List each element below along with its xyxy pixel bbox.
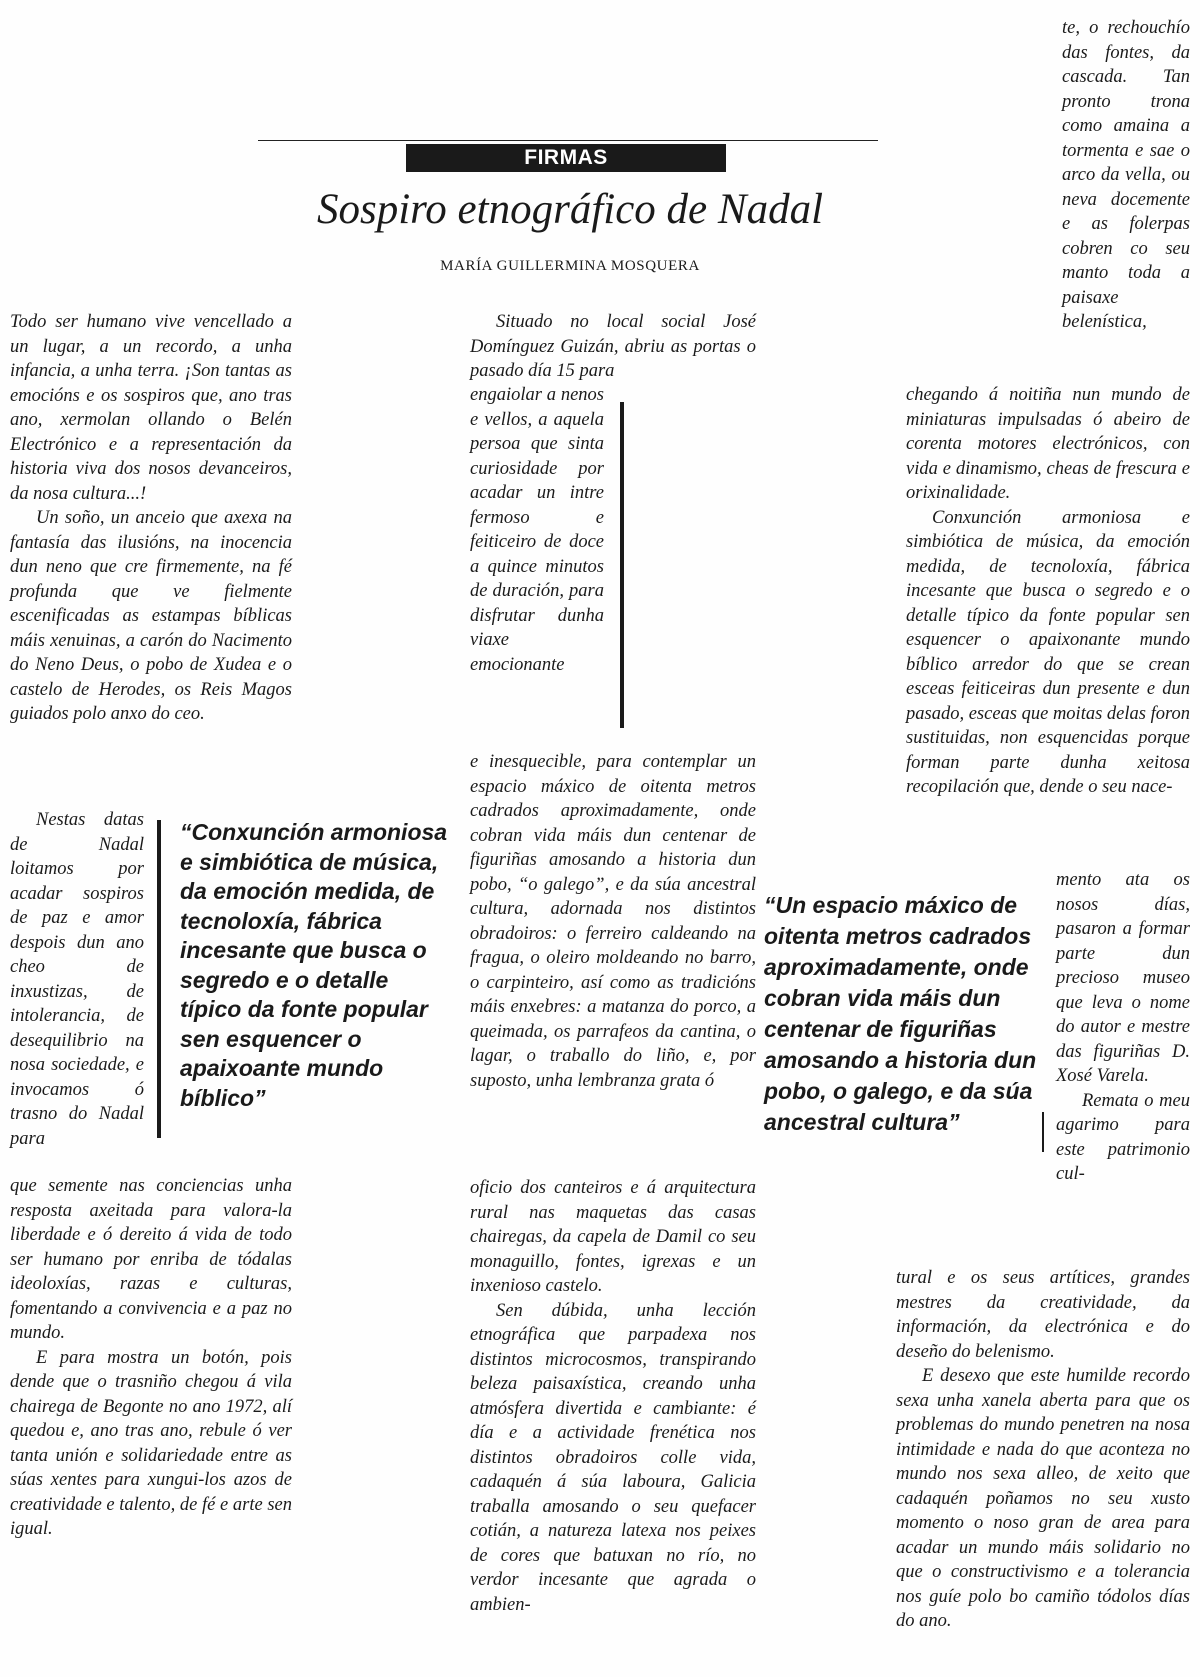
paragraph: que semente nas conciencias unha resposta axeitada para valora-la liberdade e ó dereito á vida de todo ser humano por enriba de tódalas ideoloxías, razas e culturas, fomentando a convivencia e a paz no mundo. xyxy=(10,1176,292,1343)
column-3-upper xyxy=(906,383,1190,800)
column-1-top xyxy=(10,310,292,727)
paragraph: oficio dos canteiros e á arquitectura rural nas maquetas das casas chairegas, da capela de Damil co seu monaguillo, fontes, igrexas e un inxenioso castelo. xyxy=(470,1178,756,1296)
paragraph: Conxunción armoniosa e simbiótica de música, da emoción medida, de tecnoloxía, fábrica incesante que busca o segredo e o detalle típico da fonte popular sen esquencer o apaixonante mundo bíblico arredor do que se crean esceas feiticeiras dun presente e dun pasado, esceas que moitas delas foron sustituidas, non esquencidas porque forman parte dunha xeitosa recopilación que, dende o seu nace- xyxy=(906,507,1190,797)
column-2-middle xyxy=(470,750,756,1093)
paragraph: engaiolar a nenos e vellos, a aquela persoa que sinta curiosidade por acadar un intre fermoso e feiticeiro de doce a quince minutos de duración, para disfrutar dunha viaxe emocionante xyxy=(470,385,604,675)
paragraph: Situado no local social José Domínguez Guizán, abriu as portas o pasado día 15 para xyxy=(470,312,756,381)
pullquote-2: “Un espacio máxico de oitenta metros cadrados aproximadamente, onde cobran vida máis dun centenar de figuriñas amosando a historia dun pobo, o galego, e da súa ancestral cultura” xyxy=(764,892,1037,1135)
paragraph: Un soño, un anceio que axexa na fantasía das ilusións, na inocencia dun neno que cre firmemente, na fé profunda que ve fielmente escenificadas as estampas bíblicas máis xenuinas, a carón do Nacimento do Neno Deus, o pobo de Xudea e o castelo de Herodes, os Reis Magos guiados polo anxo do ceo. xyxy=(10,508,292,724)
column-3-narrow xyxy=(1056,868,1190,1187)
column-2-top xyxy=(470,310,756,384)
section-label: FIRMAS xyxy=(406,144,726,172)
column-1-wrap xyxy=(10,808,144,1151)
paragraph: mento ata os nosos días, pasaron a formar parte dun precioso museo que leva o nome do autor e mestre das figuriñas D. Xosé Varela. xyxy=(1056,870,1190,1086)
paragraph: tural e os seus artítices, grandes mestres da creatividade, da información, da electrónica e do deseño do belenismo. xyxy=(896,1268,1190,1362)
paragraph: E desexo que este humilde recordo sexa unha xanela aberta para que os problemas do mundo penetren na nosa intimidade e nada do que aconteza no mundo nos sexa alleo, de xeito que cadaquén poñamos no seu xusto momento o noso gran de area para acadar un mundo máis solidario no que o constructivismo e a tolerancia nos guíe polo bo camiño tódolos días do ano. xyxy=(896,1366,1190,1631)
column-3-top xyxy=(1062,16,1190,335)
column-2-bottom xyxy=(470,1176,756,1617)
paragraph: e inesquecible, para contemplar un espacio máxico de oitenta metros cadrados aproximadamente, onde cobran vida máis dun centenar de figuriñas amosando a historia dun pobo, “o galego”, e da súa ancestral cultura, adornada nos distintos obradoiros: o ferreiro caldeando na fragua, o oleiro moldeando no barro, o carpinteiro, así como as tradicións máis enxebres: a matanza do porco, a queimada, os parrafeos da cantina, o lagar, o traballo do liño, e, por suposto, unha lembranza grata ó xyxy=(470,752,756,1091)
paragraph: te, o rechouchío das fontes, da cascada. Tan pronto trona como amaina a tormenta e sae o arco da vella, ou neva docemente e as folerpas cobren co seu manto toda a paisaxe belenística, xyxy=(1062,18,1190,332)
column-rule xyxy=(620,402,624,728)
paragraph: chegando á noitiña nun mundo de miniaturas impulsadas ó abeiro de corenta motores electrónicos, con vida e dinamismo, cheas de frescura e orixinalidade. xyxy=(906,385,1190,503)
paragraph: Remata o meu agarimo para este patrimonio cul- xyxy=(1056,1090,1190,1184)
pullquote-rule xyxy=(1042,1112,1044,1152)
pullquote-rule xyxy=(157,820,161,1138)
column-2-narrow xyxy=(470,383,604,677)
paragraph: Todo ser humano vive vencellado a un lugar, a un recordo, a unha infancia, a unha terra. ¡Son tantas as emocións e os sospiros que, ano tras ano, xermolan ollando o Belén Electrónico e a representación da historia viva dos nosos devanceiros, da nosa cultura...! xyxy=(10,312,292,504)
column-1-bottom xyxy=(10,1174,292,1542)
headline: Sospiro etnográfico de Nadal xyxy=(316,186,824,233)
header-rule xyxy=(258,140,878,141)
pullquote-1: “Conxunción armoniosa e simbiótica de música, da emoción medida, de tecnoloxía, fábrica incesante que busca o segredo e o detalle típico da fonte popular sen esquencer o apaixoante mundo bíblico” xyxy=(180,819,448,1111)
paragraph: E para mostra un botón, pois dende que o trasniño chegou á vila chairega de Begonte no ano 1972, alí quedou e, ano tras ano, rebule ó ver tanta unión e solidariedade entre as súas xentes para xungui-los azos de creatividade e talento, de fé e arte sen igual. xyxy=(10,1347,292,1539)
paragraph: Sen dúbida, unha lección etnográfica que parpadexa nos distintos microcosmos, transpirando beleza paisaxística, creando unha atmósfera divertida e cambiante: é día e a actividade frenética nos distintos obradoiros colle vida, cadaquén á súa laboura, Galicia traballa amosando o seu quefacer cotián, a natureza latexa nos peixes de cores que batuxan no río, no verdor incesante que agrada o ambien- xyxy=(470,1300,756,1615)
column-3-bottom xyxy=(896,1266,1190,1634)
byline: MARÍA GUILLERMINA MOSQUERA xyxy=(440,258,700,274)
paragraph: Nestas datas de Nadal loitamos por acadar sospiros de paz e amor despois dun ano cheo de inxustizas, de intolerancia, de desequilibrio na nosa sociedade, e invocamos ó trasno do Nadal para xyxy=(10,810,144,1149)
